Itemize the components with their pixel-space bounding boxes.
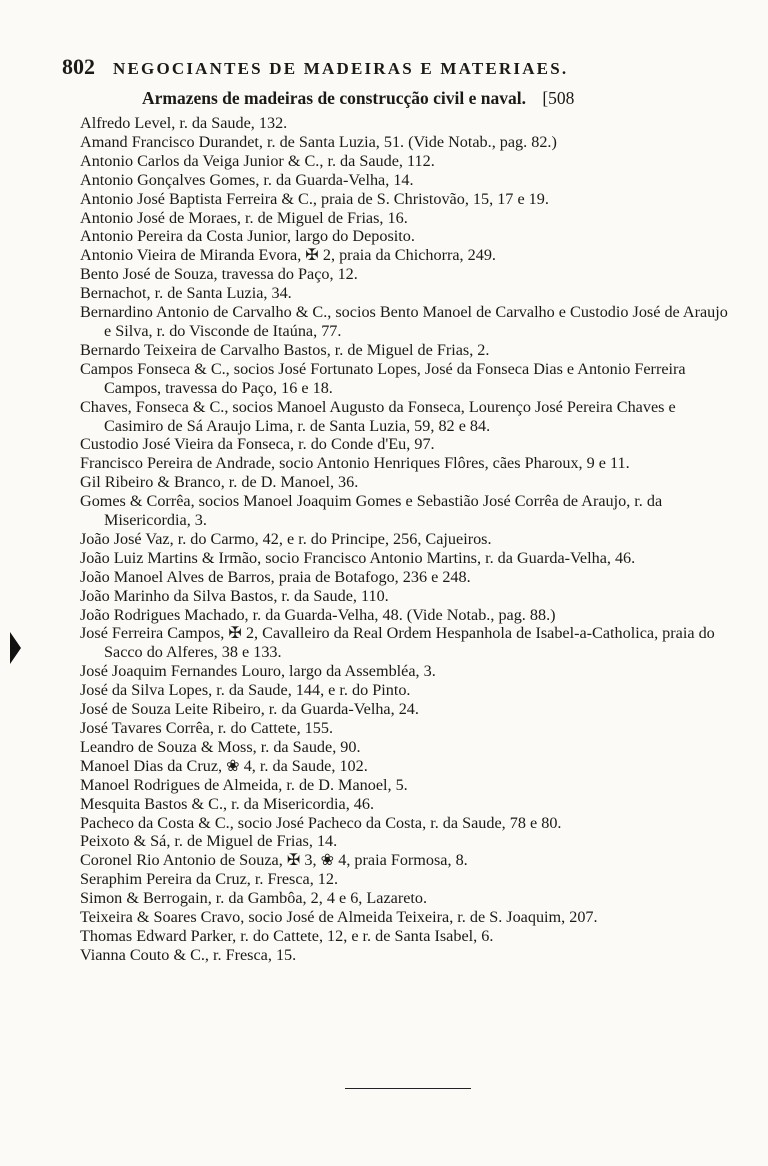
entry-text: Amand Francisco Durandet, r. de Santa Luzia, 51. (Vide Notab., pag. 82.) <box>80 132 557 151</box>
entry-text: José Tavares Corrêa, r. do Cattete, 155. <box>80 719 333 737</box>
margin-triangle-mark <box>10 632 21 664</box>
entry-text: João Manoel Alves de Barros, praia de Botafogo, 236 e 248. <box>80 567 471 586</box>
closing-rule <box>345 1088 471 1089</box>
entry-text: Peixoto & Sá, r. de Miguel de Frias, 14. <box>80 832 338 851</box>
section-heading <box>142 88 574 109</box>
directory-entry <box>80 303 730 341</box>
entry-text: José Joaquim Fernandes Louro, largo da Assembléa, 3. <box>80 662 436 681</box>
directory-entry <box>80 757 730 776</box>
entry-text: José Ferreira Campos, ✠ 2, Cavalleiro da Real Ordem Hespanhola de Isabel-a-Catholica, praia do Sacco do Alferes, 38 e 133. <box>80 624 715 662</box>
entry-text: Antonio José Baptista Ferreira & C., praia de S. Christovão, 15, 17 e 19. <box>80 189 549 208</box>
directory-entry <box>80 435 730 454</box>
directory-entry <box>80 814 730 833</box>
directory-entry <box>80 681 730 700</box>
running-title: NEGOCIANTES DE MADEIRAS E MATERIAES. <box>113 59 569 78</box>
directory-entry <box>80 908 730 927</box>
entry-text: Antonio Gonçalves Gomes, r. da Guarda-Velha, 14. <box>80 170 414 189</box>
directory-entry <box>80 360 730 398</box>
directory-entry <box>80 568 730 587</box>
entry-text: Bernardo Teixeira de Carvalho Bastos, r. de Miguel de Frias, 2. <box>80 340 490 359</box>
directory-entry <box>80 870 730 889</box>
directory-entry <box>80 851 730 870</box>
directory-entry <box>80 719 730 738</box>
entry-text: Antonio José de Moraes, r. de Miguel de Frias, 16. <box>80 208 408 227</box>
entry-text: Antonio Vieira de Miranda Evora, ✠ 2, praia da Chichorra, 249. <box>80 246 496 265</box>
directory-entry <box>80 152 730 171</box>
entry-text: Gomes & Corrêa, socios Manoel Joaquim Gomes e Sebastião José Corrêa de Araujo, r. da Misericordia, 3. <box>80 492 663 530</box>
directory-entry <box>80 227 730 246</box>
entry-text: José de Souza Leite Ribeiro, r. da Guarda-Velha, 24. <box>80 700 419 719</box>
entry-text: Vianna Couto & C., r. Fresca, 15. <box>80 945 297 964</box>
entry-text: Mesquita Bastos & C., r. da Misericordia, 46. <box>80 794 375 813</box>
entry-text: Teixeira & Soares Cravo, socio José de Almeida Teixeira, r. de S. Joaquim, 207. <box>80 908 598 927</box>
directory-entry <box>80 209 730 228</box>
entry-text: João Rodrigues Machado, r. da Guarda-Velha, 48. (Vide Notab., pag. 88.) <box>80 605 556 624</box>
directory-entry <box>80 700 730 719</box>
directory-entry <box>80 776 730 795</box>
directory-entry <box>80 265 730 284</box>
entry-text: Manoel Rodrigues de Almeida, r. de D. Manoel, 5. <box>80 775 408 794</box>
entry-text: João José Vaz, r. do Carmo, 42, e r. do Principe, 256, Cajueiros. <box>80 529 492 548</box>
entry-text: Bento José de Souza, travessa do Paço, 12. <box>80 265 358 284</box>
directory-entry <box>80 171 730 190</box>
entry-text: Bernachot, r. de Santa Luzia, 34. <box>80 284 292 303</box>
entry-text: Pacheco da Costa & C., socio José Pacheco da Costa, r. da Saude, 78 e 80. <box>80 813 562 832</box>
directory-entry <box>80 832 730 851</box>
directory-entry <box>80 624 730 662</box>
page-number: 802 <box>62 54 95 79</box>
directory-entry <box>80 284 730 303</box>
directory-entry <box>80 549 730 568</box>
entry-text: Campos Fonseca & C., socios José Fortunato Lopes, José da Fonseca Dias e Antonio Ferreira Campos, travessa do Paço, 16 e 18. <box>80 359 686 397</box>
directory-entry <box>80 795 730 814</box>
directory-entry <box>80 492 730 530</box>
directory-list <box>80 114 730 965</box>
directory-entry <box>80 190 730 209</box>
entry-text: João Marinho da Silva Bastos, r. da Saude, 110. <box>80 586 389 605</box>
section-subtitle: Armazens de madeiras de construcção civil e naval. <box>142 88 526 108</box>
directory-entry <box>80 889 730 908</box>
entry-text: Coronel Rio Antonio de Souza, ✠ 3, ❀ 4, praia Formosa, 8. <box>80 851 468 870</box>
directory-entry <box>80 246 730 265</box>
directory-entry <box>80 454 730 473</box>
entry-text: Manoel Dias da Cruz, ❀ 4, r. da Saude, 102. <box>80 756 368 775</box>
directory-entry <box>80 473 730 492</box>
entry-text: Thomas Edward Parker, r. do Cattete, 12, e r. de Santa Isabel, 6. <box>80 926 494 945</box>
entry-text: Seraphim Pereira da Cruz, r. Fresca, 12. <box>80 870 339 889</box>
section-reference: [508 <box>542 88 575 108</box>
directory-entry <box>80 341 730 360</box>
entry-text: João Luiz Martins & Irmão, socio Francisco Antonio Martins, r. da Guarda-Velha, 46. <box>80 548 636 567</box>
directory-entry <box>80 738 730 757</box>
directory-entry <box>80 587 730 606</box>
directory-entry <box>80 662 730 681</box>
entry-text: Chaves, Fonseca & C., socios Manoel Augusto da Fonseca, Lourenço José Pereira Chaves e Casimiro de Sá Araujo Lima, r. de Santa Luzia, 59, 82 e 84. <box>80 397 676 435</box>
directory-entry <box>80 927 730 946</box>
directory-entry <box>80 398 730 436</box>
entry-text: Antonio Carlos da Veiga Junior & C., r. da Saude, 112. <box>80 151 435 170</box>
entry-text: Gil Ribeiro & Branco, r. de D. Manoel, 36. <box>80 473 359 492</box>
entry-text: Simon & Berrogain, r. da Gambôa, 2, 4 e 6, Lazareto. <box>80 889 428 908</box>
directory-entry <box>80 606 730 625</box>
entry-text: Leandro de Souza & Moss, r. da Saude, 90. <box>80 737 361 756</box>
entry-text: Francisco Pereira de Andrade, socio Antonio Henriques Flôres, cães Pharoux, 9 e 11. <box>80 454 630 473</box>
entry-text: José da Silva Lopes, r. da Saude, 144, e r. do Pinto. <box>80 681 411 700</box>
directory-entry <box>80 114 730 133</box>
directory-entry <box>80 530 730 549</box>
page-header <box>62 54 742 80</box>
directory-entry <box>80 133 730 152</box>
directory-entry <box>80 946 730 965</box>
entry-text: Bernardino Antonio de Carvalho & C., socios Bento Manoel de Carvalho e Custodio José de Araujo e Silva, r. do Visconde de Itaúna, 77. <box>80 303 728 340</box>
entry-text: Custodio José Vieira da Fonseca, r. do Conde d'Eu, 97. <box>80 435 435 454</box>
entry-text: Antonio Pereira da Costa Junior, largo do Deposito. <box>80 227 415 246</box>
entry-text: Alfredo Level, r. da Saude, 132. <box>80 114 288 132</box>
